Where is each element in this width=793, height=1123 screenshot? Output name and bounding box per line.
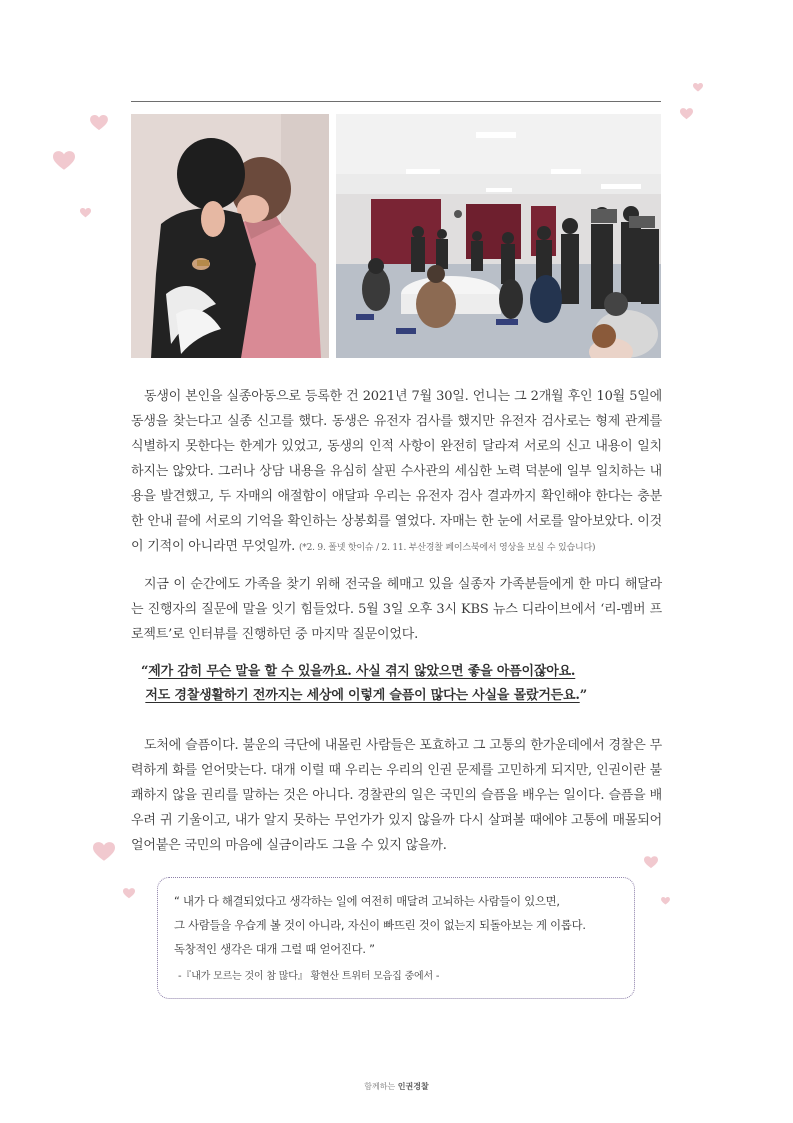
video-note: (*2. 9. 폴넷 핫이슈 / 2. 11. 부산경찰 페이스북에서 영상을 보실 수 있습니다) — [298, 543, 596, 553]
paragraph-interview-text: 지금 이 순간에도 가족을 찾기 위해 전국을 헤매고 있을 실종자 가족분들에게 한 마디 해달라는 진행자의 질문에 말을 잇기 힘들었다. 5월 3일 오후 3시 KBS 뉴스 디라이브에서 ‘리-멤버 프로젝트’로 인터뷰를 진행하던 중 마지막 질문이었다. — [131, 577, 662, 642]
heart-icon — [661, 897, 670, 905]
photo-embrace — [131, 114, 329, 358]
heart-icon — [53, 151, 75, 171]
paragraph-sorrow — [131, 733, 662, 858]
heart-icon — [644, 856, 658, 869]
quote-box-line-1: “ 내가 다 해결되었다고 생각하는 일에 여전히 매달려 고뇌하는 사람들이 있으면, — [174, 895, 560, 908]
quote-box-source: -『내가 모르는 것이 참 많다』 황현산 트위터 모음집 중에서 - — [178, 971, 440, 982]
paragraph-sorrow-text: 도처에 슬픔이다. 불운의 극단에 내몰린 사람들은 포효하고 그 고통의 한가운데에서 경찰은 무력하게 화를 얻어맞는다. 대개 이럴 때 우리는 우리의 인권 문제를 고민하게 되지만, 인권이란 불쾌하지 않을 권리를 말하는 것은 아니다. 경찰관의 일은 국민의 슬픔을 배우는 일이다. 슬픔을 배우려 귀 기울이고, 내가 알지 못하는 무언가가 있지 않을까 다시 살펴볼 때에야 고통에 매몰되어 얼어붙은 국민의 마음에 실금이라도 그을 수 있지 않을까. — [131, 738, 662, 853]
heart-icon — [93, 842, 115, 862]
footer-emphasis: 인권경찰 — [397, 1082, 429, 1091]
open-quote-mark: “ — [141, 664, 149, 679]
quote-box-text — [174, 890, 622, 962]
pull-quote-line-2 — [141, 684, 661, 708]
quote-box — [157, 877, 635, 999]
photo-press-meeting — [336, 114, 661, 358]
heart-icon — [80, 208, 91, 218]
pull-quote-text-1: 제가 감히 무슨 말을 할 수 있을까요. 사실 겪지 않았으면 좋을 아픔이잖아요. — [148, 664, 576, 679]
pull-quote-line-1 — [141, 660, 661, 684]
paragraph-reunion — [131, 384, 662, 561]
pull-quote-text-2: 저도 경찰생활하기 전까지는 세상에 이렇게 슬픔이 많다는 사실을 몰랐거든요. — [145, 688, 580, 703]
heart-icon — [90, 115, 108, 131]
heart-icon — [693, 83, 703, 92]
quote-box-line-2: 그 사람들을 우습게 볼 것이 아니라, 자신이 빠뜨린 것이 없는지 되돌아보는 게 이롭다. — [174, 919, 586, 932]
paragraph-interview — [131, 572, 662, 647]
pull-quote — [141, 660, 661, 708]
top-divider — [131, 101, 661, 102]
quote-box-line-3: 독창적인 생각은 대개 그럴 때 얻어진다. ” — [174, 943, 375, 956]
footer-prefix: 함께하는 — [364, 1082, 396, 1091]
heart-icon — [680, 108, 693, 120]
heart-icon — [123, 888, 135, 899]
page-footer — [0, 1081, 793, 1092]
close-quote-mark: ” — [579, 688, 587, 703]
paragraph-reunion-text: 동생이 본인을 실종아동으로 등록한 건 2021년 7월 30일. 언니는 그 2개월 후인 10월 5일에 동생을 찾는다고 실종 신고를 했다. 동생은 유전자 검사를 했지만 유전자 검사로는 형제 관계를 식별하지 못한다는 한계가 있었고, 동생의 인적 사항이 완전히 달라져 서로의 신고 내용이 일치하지는 않았다. 그러나 상담 내용을 유심히 살핀 수사관의 세심한 노력 덕분에 일부 일치하는 내용을 발견했고, 두 자매의 애절함이 애달파 우리는 유전자 검사 결과까지 확인해야 한다는 충분한 안내 끝에 서로의 기억을 확인하는 상봉회를 열었다. 자매는 한 눈에 서로를 알아보았다. 이것이 기적이 아니라면 무엇일까. — [131, 389, 662, 554]
